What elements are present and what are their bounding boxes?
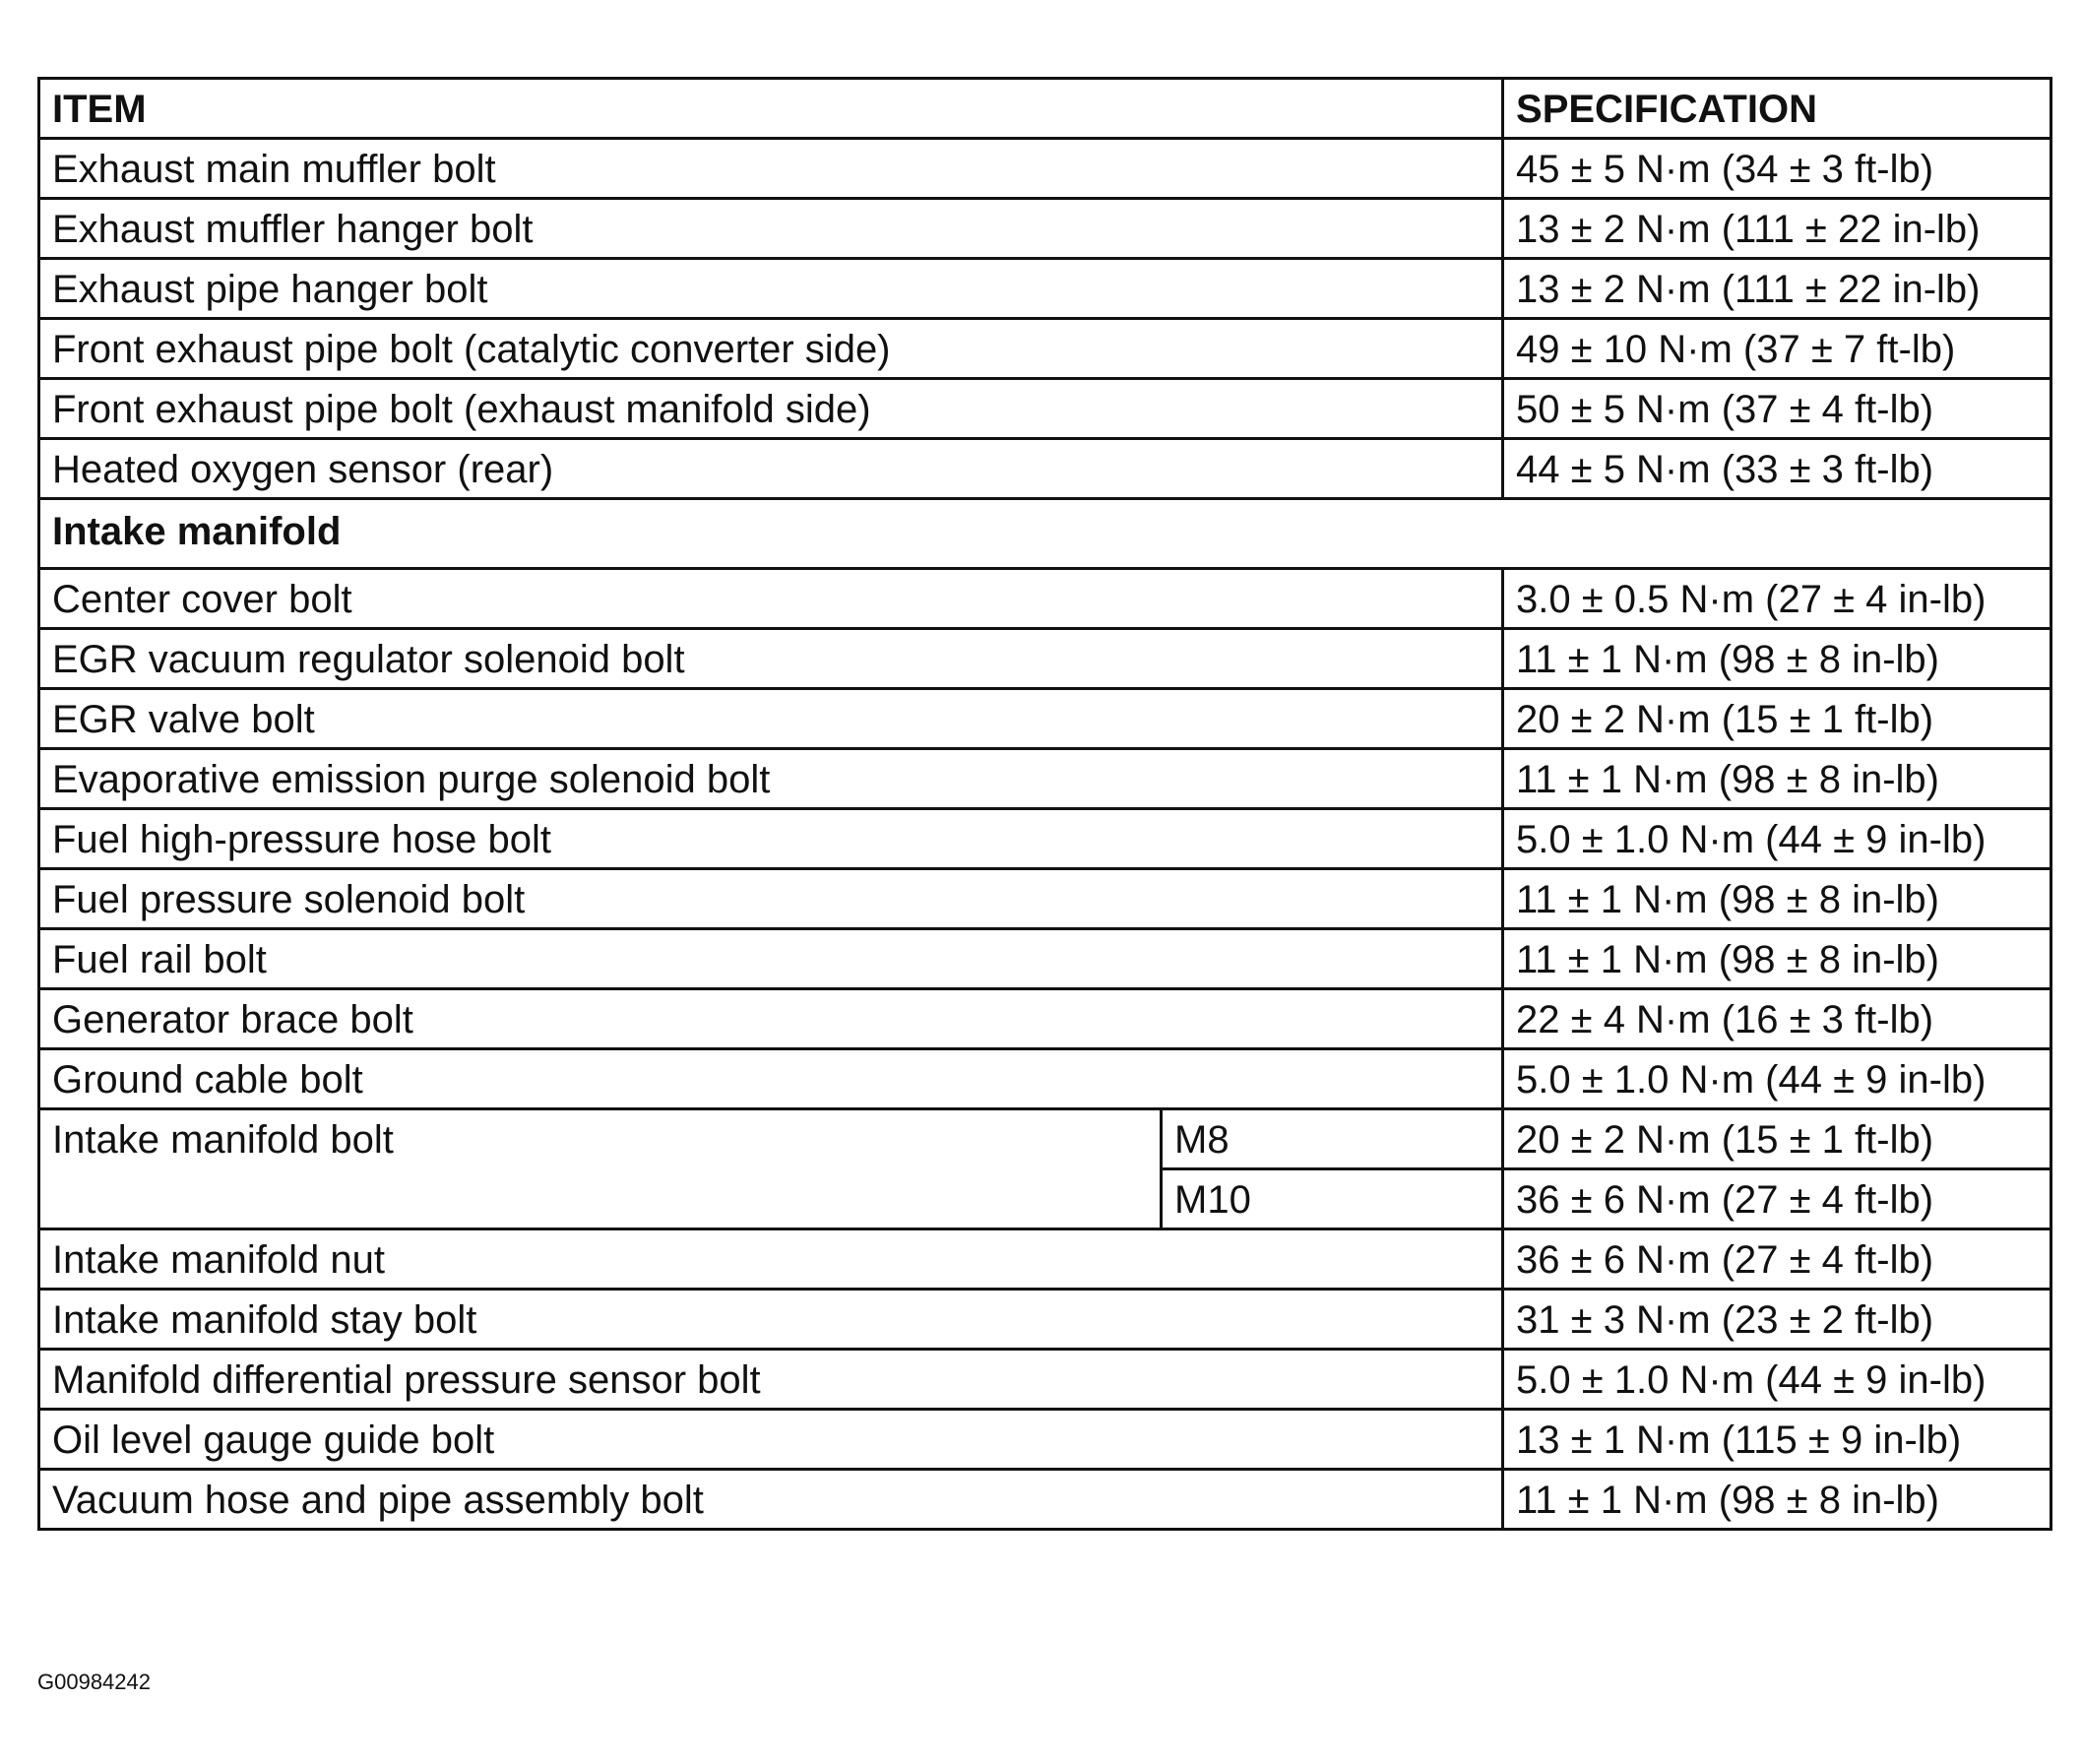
table-row [39,1470,2051,1530]
section-row [39,499,2051,569]
spec-table-body [39,79,2051,1530]
table-row [39,689,2051,749]
table-row [39,1410,2051,1470]
spec-cell: 50 ± 5 N·m (37 ± 4 ft-lb) [1503,379,2051,439]
table-row [39,379,2051,439]
item-cell: Intake manifold stay bolt [39,1290,1503,1350]
section-title: Intake manifold [39,499,2051,569]
spec-cell: 13 ± 2 N·m (111 ± 22 in-lb) [1503,259,2051,319]
item-cell: Center cover bolt [39,569,1503,629]
item-cell: Vacuum hose and pipe assembly bolt [39,1470,1503,1530]
table-row [39,809,2051,869]
item-cell: Fuel high-pressure hose bolt [39,809,1503,869]
table-header-row [39,79,2051,139]
bolt-size-cell: M10 [1162,1169,1503,1229]
item-cell: Manifold differential pressure sensor bolt [39,1350,1503,1410]
spec-cell: 5.0 ± 1.0 N·m (44 ± 9 in-lb) [1503,809,2051,869]
specification-column-header: SPECIFICATION [1503,79,2051,139]
spec-cell: 36 ± 6 N·m (27 ± 4 ft-lb) [1503,1229,2051,1290]
spec-cell: 22 ± 4 N·m (16 ± 3 ft-lb) [1503,989,2051,1049]
spec-cell: 36 ± 6 N·m (27 ± 4 ft-lb) [1503,1169,2051,1229]
table-row [39,1109,2051,1169]
item-cell: Exhaust muffler hanger bolt [39,199,1503,259]
spec-cell: 31 ± 3 N·m (23 ± 2 ft-lb) [1503,1290,2051,1350]
item-cell: Heated oxygen sensor (rear) [39,439,1503,499]
spec-cell: 13 ± 2 N·m (111 ± 22 in-lb) [1503,199,2051,259]
table-row [39,1290,2051,1350]
table-row [39,439,2051,499]
table-row [39,569,2051,629]
spec-cell: 11 ± 1 N·m (98 ± 8 in-lb) [1503,629,2051,689]
bolt-size-cell: M8 [1162,1109,1503,1169]
spec-cell: 44 ± 5 N·m (33 ± 3 ft-lb) [1503,439,2051,499]
item-cell: Generator brace bolt [39,989,1503,1049]
spec-cell: 11 ± 1 N·m (98 ± 8 in-lb) [1503,749,2051,809]
table-row [39,139,2051,199]
table-row [39,199,2051,259]
item-cell: Ground cable bolt [39,1049,1503,1109]
item-cell: Fuel rail bolt [39,929,1503,989]
spec-cell: 11 ± 1 N·m (98 ± 8 in-lb) [1503,869,2051,929]
spec-cell: 49 ± 10 N·m (37 ± 7 ft-lb) [1503,319,2051,379]
table-row [39,1350,2051,1410]
spec-cell: 11 ± 1 N·m (98 ± 8 in-lb) [1503,1470,2051,1530]
table-row [39,749,2051,809]
table-row [39,629,2051,689]
spec-cell: 3.0 ± 0.5 N·m (27 ± 4 in-lb) [1503,569,2051,629]
figure-code: G00984242 [37,1670,151,1694]
table-row [39,929,2051,989]
spec-cell: 5.0 ± 1.0 N·m (44 ± 9 in-lb) [1503,1350,2051,1410]
item-cell: Front exhaust pipe bolt (exhaust manifold side) [39,379,1503,439]
item-cell: Oil level gauge guide bolt [39,1410,1503,1470]
item-cell: Exhaust main muffler bolt [39,139,1503,199]
item-cell: Intake manifold bolt [39,1109,1162,1229]
item-cell: Fuel pressure solenoid bolt [39,869,1503,929]
table-row [39,1049,2051,1109]
spec-cell: 45 ± 5 N·m (34 ± 3 ft-lb) [1503,139,2051,199]
item-cell: Front exhaust pipe bolt (catalytic converter side) [39,319,1503,379]
item-cell: EGR vacuum regulator solenoid bolt [39,629,1503,689]
table-row [39,259,2051,319]
spec-cell: 20 ± 2 N·m (15 ± 1 ft-lb) [1503,689,2051,749]
table-row [39,319,2051,379]
table-row [39,869,2051,929]
table-row [39,1229,2051,1290]
item-cell: Evaporative emission purge solenoid bolt [39,749,1503,809]
item-cell: EGR valve bolt [39,689,1503,749]
spec-cell: 11 ± 1 N·m (98 ± 8 in-lb) [1503,929,2051,989]
torque-spec-table [37,77,2052,1531]
item-cell: Intake manifold nut [39,1229,1503,1290]
item-column-header: ITEM [39,79,1503,139]
spec-cell: 20 ± 2 N·m (15 ± 1 ft-lb) [1503,1109,2051,1169]
spec-cell: 5.0 ± 1.0 N·m (44 ± 9 in-lb) [1503,1049,2051,1109]
table-row [39,989,2051,1049]
spec-cell: 13 ± 1 N·m (115 ± 9 in-lb) [1503,1410,2051,1470]
item-cell: Exhaust pipe hanger bolt [39,259,1503,319]
